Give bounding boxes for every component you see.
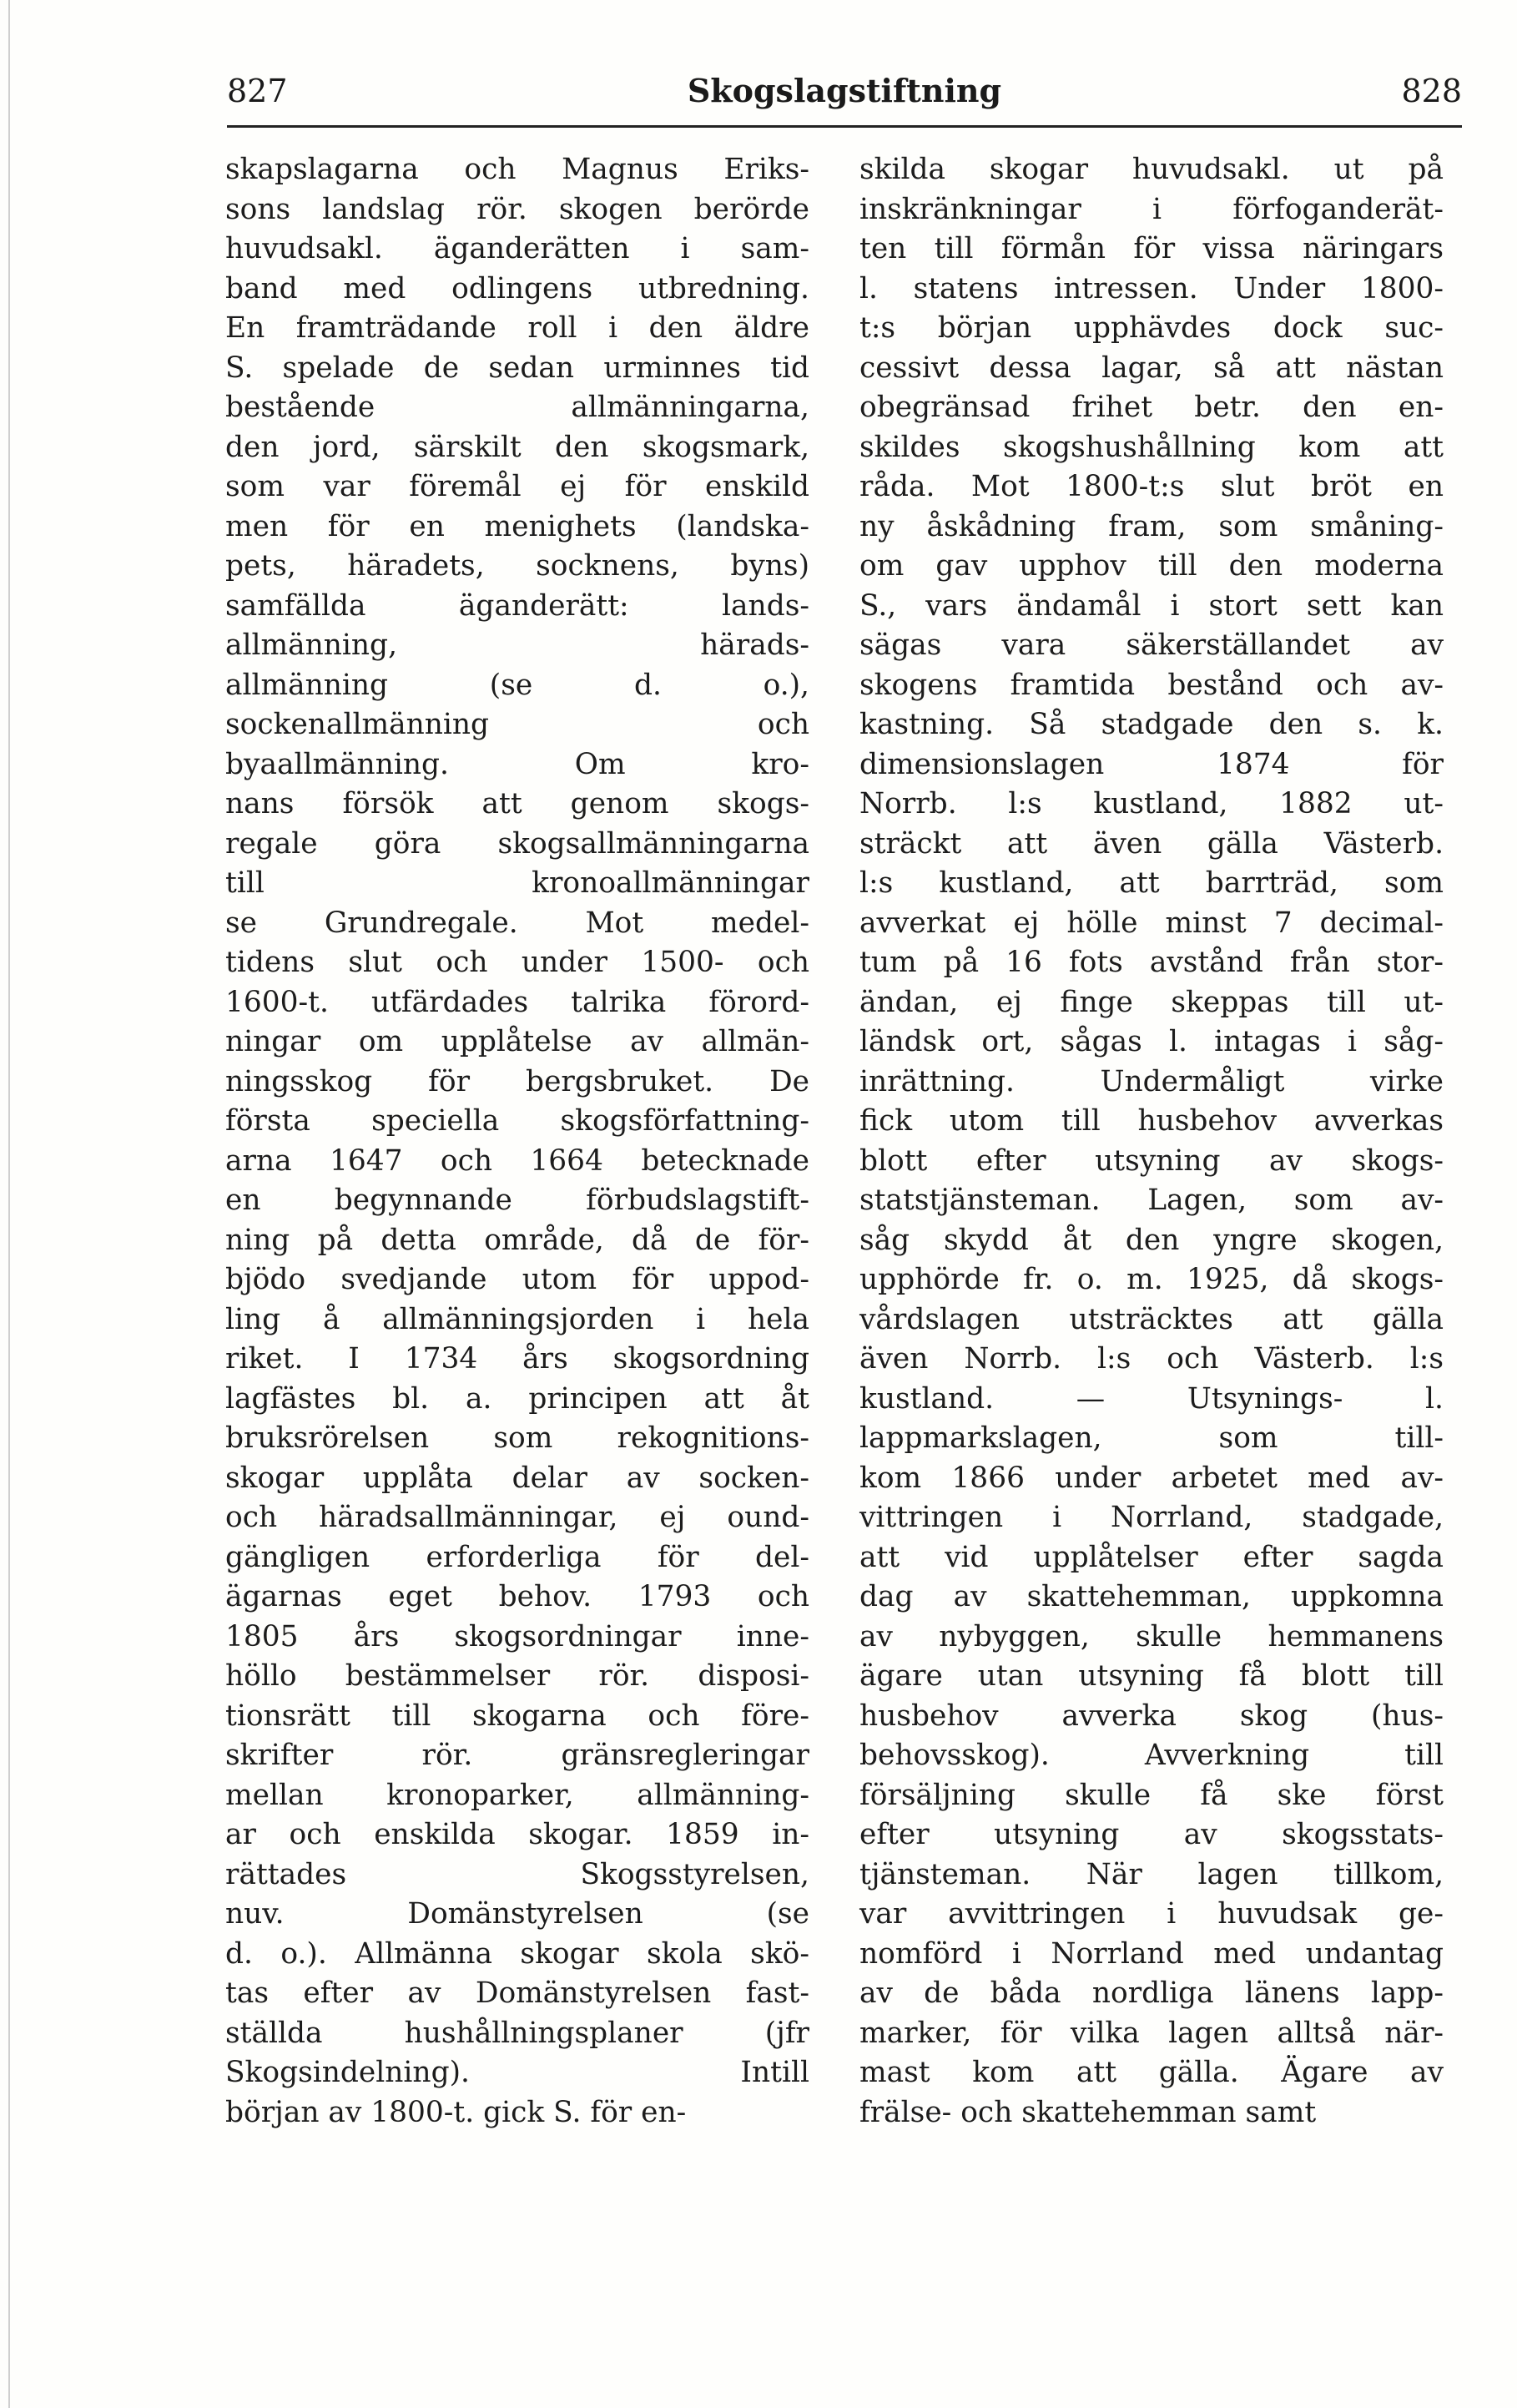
right-column-line: sträckt att även gälla Västerb. [859,826,1444,861]
left-column-line: tidens slut och under 1500- och [225,946,809,979]
left-column-line: byaallmänning. Om kro- [225,747,809,781]
left-column-line: pets, häradets, socknens, byns) [225,549,809,583]
left-column-line: bjödo svedjande utom för uppod- [225,1263,809,1296]
left-column-line: mellan kronoparker, allmänning- [225,1778,809,1812]
right-column-line: var avvittringen i huvudsak ge- [859,1897,1444,1931]
left-column-line: början av 1800-t. gick S. för en- [225,2095,687,2129]
left-column-line: till kronoallmänningar [225,866,809,900]
right-column-line: kom 1866 under arbetet med av- [859,1461,1444,1495]
left-column-line: bestående allmänningarna, [225,391,809,424]
right-column-line: skildes skogshushållning kom att [859,430,1444,464]
right-column-line: marker, för vilka lagen alltså när- [859,2016,1444,2050]
right-column [859,150,1444,2133]
left-column-line: 1600-t. utfärdades talrika förord- [225,985,809,1019]
right-column-line: inrättning. Undermåligt virke [859,1064,1444,1098]
right-column-line: ägare utan utsyning få blott till [859,1659,1444,1693]
left-column-line: en begynnande förbudslagstift- [225,1184,809,1217]
right-column-line: lappmarkslagen, som till- [859,1421,1444,1455]
left-column-line: allmänning (se d. o.), [225,668,809,702]
right-column-line: ny åskådning fram, som småning- [859,509,1444,543]
left-column-line: regale göra skogsallmänningarna [225,826,809,861]
right-column-line: även Norrb. l:s och Västerb. l:s [859,1342,1444,1376]
left-column-line: ning på detta område, då de för- [225,1223,809,1257]
right-column-line: nomförd i Norrland med undantag [859,1936,1444,1971]
right-column-line: kastning. Så stadgade den s. k. [859,708,1444,741]
left-column-line: ling å allmänningsjorden i hela [225,1302,809,1336]
left-column-line: första speciella skogsförfattning- [225,1104,809,1138]
left-column-line: som var föremål ej för enskild [225,470,809,503]
right-column-line: frälse- och skattehemman samt [859,2095,1317,2129]
right-column-line: tjänsteman. När lagen tillkom, [859,1857,1444,1891]
left-column-line: ägarnas eget behov. 1793 och [225,1580,809,1613]
right-column-line: vårdslagen utsträcktes att gälla [859,1302,1444,1336]
right-column-line: ten till förmån för vissa näringars [859,232,1444,265]
right-column-line: behovsskog). Avverkning till [859,1739,1444,1772]
left-column-line: gängligen erforderliga för del- [225,1540,809,1574]
left-column [225,150,809,2133]
left-column-line: S. spelade de sedan urminnes tid [225,351,809,385]
right-column-line: sägas vara säkerställandet av [859,629,1444,662]
left-column-line: se Grundregale. Mot medel- [225,906,809,940]
left-column-line: den jord, särskilt den skogsmark, [225,430,809,464]
left-column-line: skogar upplåta delar av socken- [225,1461,809,1495]
page-number-right: 828 [1401,73,1462,109]
right-column-line: skilda skogar huvudsakl. ut på [859,153,1444,186]
right-column-line: inskränkningar i förfoganderät- [859,192,1444,226]
left-column-line: arna 1647 och 1664 betecknade [225,1143,809,1178]
left-column-line: 1805 års skogsordningar inne- [225,1619,809,1653]
right-column-line: dag av skattehemman, uppkomna [859,1580,1444,1613]
left-column-line: skapslagarna och Magnus Eriks- [225,153,809,186]
right-column-line: av de båda nordliga länens lapp- [859,1976,1444,2010]
left-column-line: sockenallmänning och [225,708,809,741]
left-column-line: ar och enskilda skogar. 1859 in- [225,1818,809,1851]
right-column-line: försäljning skulle få ske först [859,1778,1444,1812]
left-column-line: ställda hushållningsplaner (jfr [225,2016,809,2050]
right-column-line: efter utsyning av skogsstats- [859,1818,1444,1851]
left-column-line: nuv. Domänstyrelsen (se [225,1897,809,1931]
right-column-line: husbehov avverka skog (hus- [859,1699,1444,1733]
left-column-line: d. o.). Allmänna skogar skola skö- [225,1936,809,1971]
right-column-line: upphörde fr. o. m. 1925, då skogs- [859,1263,1444,1296]
left-column-line: riket. I 1734 års skogsordning [225,1342,809,1376]
right-column-line: av nybyggen, skulle hemmanens [859,1619,1444,1653]
left-column-line: sons landslag rör. skogen berörde [225,192,809,226]
right-column-line: kustland. — Utsynings- l. [859,1381,1444,1416]
right-column-line: Norrb. l:s kustland, 1882 ut- [859,787,1444,820]
left-column-line: och häradsallmänningar, ej ound- [225,1501,809,1534]
left-column-line: höllo bestämmelser rör. disposi- [225,1659,809,1693]
right-column-line: S., vars ändamål i stort sett kan [859,588,1444,623]
left-column-line: rättades Skogsstyrelsen, [225,1857,809,1891]
left-column-line: men för en menighets (landska- [225,509,809,543]
right-column-line: om gav upphov till den moderna [859,549,1444,583]
right-column-line: statstjänsteman. Lagen, som av- [859,1184,1444,1217]
right-column-line: att vid upplåtelser efter sagda [859,1540,1444,1574]
right-column-line: dimensionslagen 1874 för [859,747,1444,781]
left-column-line: skrifter rör. gränsregleringar [225,1739,809,1772]
left-column-line: Skogsindelning). Intill [225,2056,809,2089]
right-column-line: cessivt dessa lagar, så att nästan [859,351,1444,385]
right-column-line: skogens framtida bestånd och av- [859,668,1444,702]
left-column-line: ningar om upplåtelse av allmän- [225,1025,809,1058]
left-column-line: bruksrörelsen som rekognitions- [225,1421,809,1455]
page-header [227,68,1462,119]
right-column-line: vittringen i Norrland, stadgade, [859,1501,1444,1534]
left-column-line: band med odlingens utbredning. [225,271,809,305]
left-column-line: allmänning, härads- [225,629,809,662]
right-column-line: mast kom att gälla. Ägare av [859,2056,1444,2089]
left-column-line: samfällda äganderätt: lands- [225,588,809,623]
right-column-line: fick utom till husbehov avverkas [859,1104,1444,1138]
right-column-line: såg skydd åt den yngre skogen, [859,1223,1444,1257]
running-title: Skogslagstiftning [687,72,1002,109]
left-column-line: nans försök att genom skogs- [225,787,809,820]
right-column-line: ändan, ej finge skeppas till ut- [859,985,1444,1019]
right-column-line: tum på 16 fots avstånd från stor- [859,946,1444,979]
right-column-line: l. statens intressen. Under 1800- [859,271,1444,305]
page-number-left: 827 [227,73,288,109]
left-column-line: lagfästes bl. a. principen att åt [225,1381,809,1416]
header-rule [227,125,1462,128]
right-column-line: l:s kustland, att barrträd, som [859,866,1444,900]
right-column-line: t:s början upphävdes dock suc- [859,311,1444,345]
right-column-line: råda. Mot 1800-t:s slut bröt en [859,470,1444,503]
right-column-line: ländsk ort, sågas l. intagas i såg- [859,1025,1444,1058]
right-column-line: blott efter utsyning av skogs- [859,1143,1444,1178]
left-column-line: ningsskog för bergsbruket. De [225,1064,809,1098]
page-edge [8,0,10,2408]
right-column-line: avverkat ej hölle minst 7 decimal- [859,906,1444,940]
right-column-line: obegränsad frihet betr. den en- [859,391,1444,424]
left-column-line: tionsrätt till skogarna och före- [225,1699,809,1733]
left-column-line: En framträdande roll i den äldre [225,311,809,345]
left-column-line: tas efter av Domänstyrelsen fast- [225,1976,809,2010]
left-column-line: huvudsakl. äganderätten i sam- [225,232,809,265]
